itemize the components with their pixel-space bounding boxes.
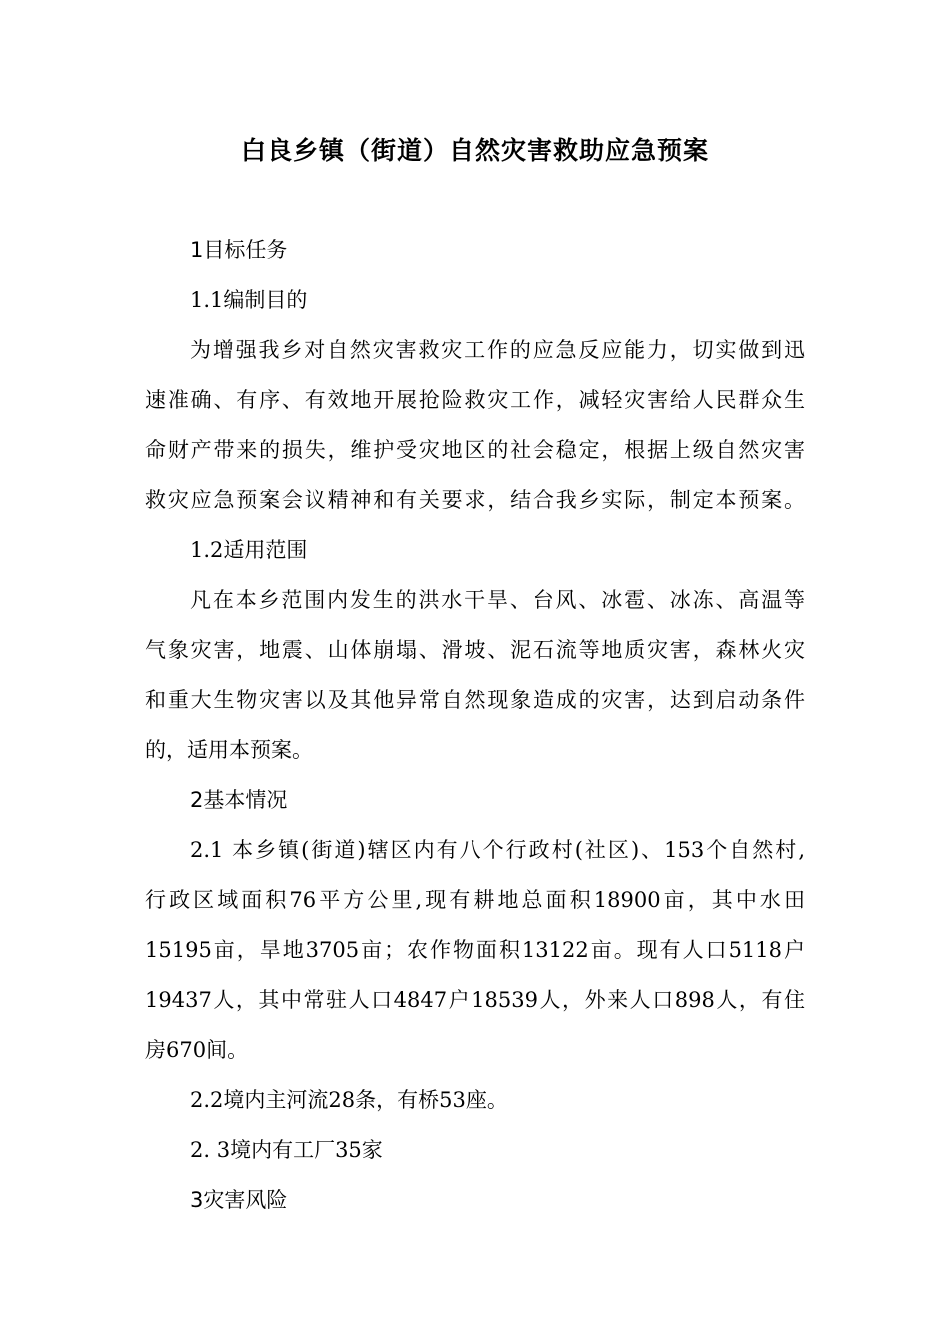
document-title: 白良乡镇（街道）自然灾害救助应急预案 xyxy=(240,136,709,165)
subsection-heading-1-2: 1.2适用范围 xyxy=(190,538,308,562)
section-heading-1: 1目标任务 xyxy=(190,238,288,262)
paragraph-line: 19437人，其中常驻人口4847户18539人，外来人口898人，有住 xyxy=(145,988,805,1012)
paragraph-line: 凡在本乡范围内发生的洪水干旱、台风、冰雹、冰冻、高温等 xyxy=(190,588,805,612)
paragraph-line: 的，适用本预案。 xyxy=(145,738,313,762)
paragraph-line: 气象灾害，地震、山体崩塌、滑坡、泥石流等地质灾害，森林火灾 xyxy=(145,638,805,662)
paragraph-line: 2.2境内主河流28条，有桥53座。 xyxy=(190,1088,508,1112)
paragraph-line: 2. 3境内有工厂35家 xyxy=(190,1138,383,1162)
paragraph-line: 命财产带来的损失，维护受灾地区的社会稳定，根据上级自然灾害 xyxy=(145,438,805,462)
paragraph-line: 速准确、有序、有效地开展抢险救灾工作，减轻灾害给人民群众生 xyxy=(145,388,805,412)
paragraph-line: 为增强我乡对自然灾害救灾工作的应急反应能力，切实做到迅 xyxy=(190,338,805,362)
paragraph-line: 和重大生物灾害以及其他异常自然现象造成的灾害，达到启动条件 xyxy=(145,688,805,712)
paragraph-line: 救灾应急预案会议精神和有关要求，结合我乡实际，制定本预案。 xyxy=(145,488,805,512)
section-heading-3: 3灾害风险 xyxy=(190,1188,288,1212)
paragraph-line: 房670间。 xyxy=(145,1038,249,1062)
subsection-heading-1-1: 1.1编制目的 xyxy=(190,288,308,312)
paragraph-line: 15195亩，旱地3705亩；农作物面积13122亩。现有人口5118户 xyxy=(145,938,805,962)
section-heading-2: 2基本情况 xyxy=(190,788,288,812)
paragraph-line: 行政区域面积76平方公里,现有耕地总面积18900亩，其中水田 xyxy=(145,888,805,912)
paragraph-line: 2.1 本乡镇(街道)辖区内有八个行政村(社区)、153个自然村, xyxy=(190,838,805,862)
